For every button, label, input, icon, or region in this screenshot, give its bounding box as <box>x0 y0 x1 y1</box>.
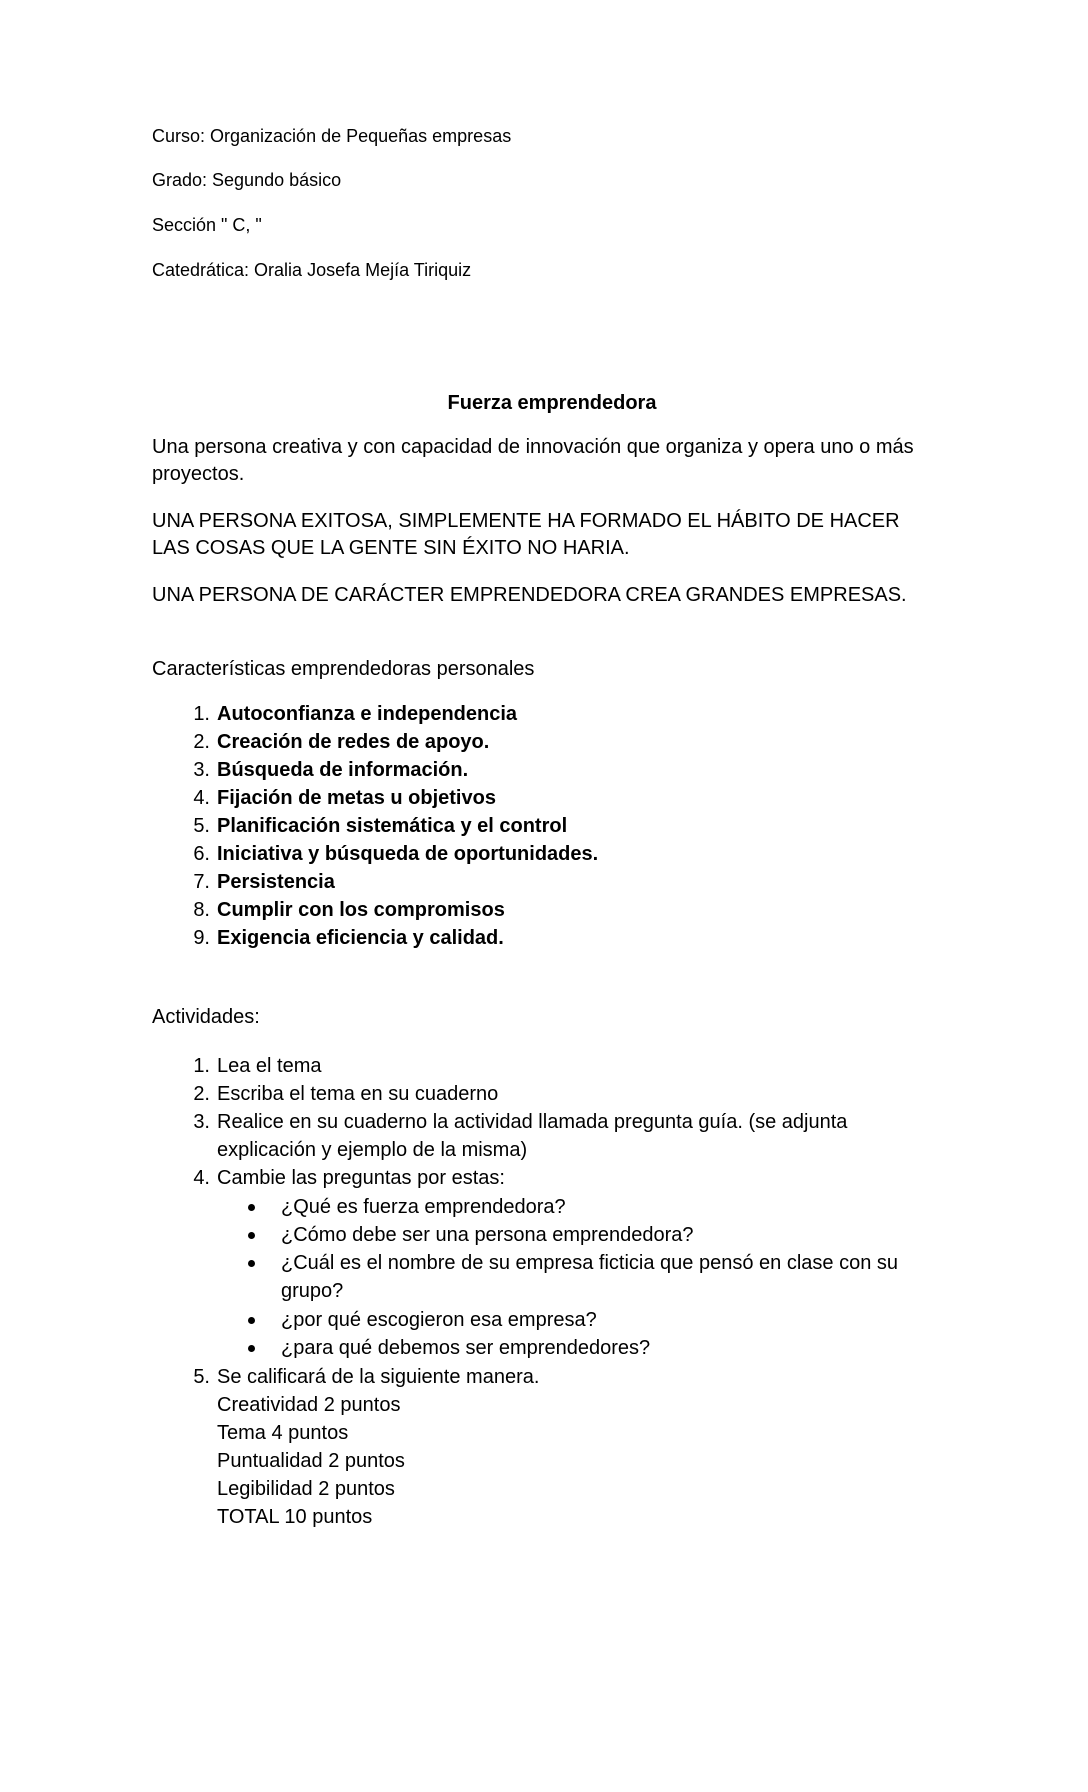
item-text: Planificación sistemática y el control <box>217 815 568 837</box>
definition-paragraph: Una persona creativa y con capacidad de innovación que organiza y opera uno o más proyectos. <box>152 436 914 485</box>
teacher-line: Catedrática: Oralia Josefa Mejía Tiriquiz <box>152 260 472 280</box>
item-text: Realice en su cuaderno la actividad llamada pregunta guía. (se adjunta explicación y ejemplo de la misma) <box>217 1111 848 1161</box>
item-number: 4. <box>193 787 210 809</box>
document-title: Fuerza emprendedora <box>447 392 657 414</box>
item-text: Cambie las preguntas por estas: <box>217 1167 505 1189</box>
item-text: Lea el tema <box>217 1055 322 1077</box>
question-text: ¿por qué escogieron esa empresa? <box>281 1309 597 1331</box>
characteristics-heading: Características emprendedoras personales <box>152 658 535 680</box>
item-number: 3. <box>193 1111 210 1133</box>
question-text: ¿para qué debemos ser emprendedores? <box>281 1337 651 1359</box>
item-number: 4. <box>193 1167 210 1189</box>
score-line: TOTAL 10 puntos <box>217 1506 373 1528</box>
item-text: Cumplir con los compromisos <box>217 899 505 921</box>
item-number: 9. <box>193 927 210 949</box>
item-text: Autoconfianza e independencia <box>217 703 518 725</box>
bullet-dot-icon <box>248 1232 255 1239</box>
item-text: Creación de redes de apoyo. <box>217 731 490 753</box>
score-line: Puntualidad 2 puntos <box>217 1450 405 1472</box>
score-line: Tema 4 puntos <box>217 1422 349 1444</box>
bullet-dot-icon <box>248 1317 255 1324</box>
item-number: 3. <box>193 759 210 781</box>
item-text: Escriba el tema en su cuaderno <box>217 1083 499 1105</box>
bullet-dot-icon <box>248 1260 255 1267</box>
item-number: 5. <box>193 815 210 837</box>
question-text: ¿Cómo debe ser una persona emprendedora? <box>281 1224 694 1246</box>
item-number: 1. <box>193 1055 210 1077</box>
item-text: Se calificará de la siguiente manera. <box>217 1366 540 1388</box>
item-number: 6. <box>193 843 210 865</box>
score-line: Legibilidad 2 puntos <box>217 1478 395 1500</box>
item-number: 1. <box>193 703 210 725</box>
bullet-dot-icon <box>248 1345 255 1352</box>
grade-line: Grado: Segundo básico <box>152 170 342 190</box>
success-paragraph: UNA PERSONA EXITOSA, SIMPLEMENTE HA FORMADO EL HÁBITO DE HACER LAS COSAS QUE LA GENTE SIN ÉXITO NO HARIA. <box>152 510 900 559</box>
item-number: 2. <box>193 731 210 753</box>
bullet-dot-icon <box>248 1204 255 1211</box>
item-text: Iniciativa y búsqueda de oportunidades. <box>217 843 599 865</box>
score-line: Creatividad 2 puntos <box>217 1394 401 1416</box>
item-text: Fijación de metas u objetivos <box>217 787 496 809</box>
item-number: 2. <box>193 1083 210 1105</box>
item-number: 5. <box>193 1366 210 1388</box>
item-number: 8. <box>193 899 210 921</box>
item-text: Exigencia eficiencia y calidad. <box>217 927 504 949</box>
item-number: 7. <box>193 871 210 893</box>
character-paragraph: UNA PERSONA DE CARÁCTER EMPRENDEDORA CREA GRANDES EMPRESAS. <box>152 584 907 606</box>
item-text: Búsqueda de información. <box>217 759 469 781</box>
activities-heading: Actividades: <box>152 1006 260 1028</box>
question-text: ¿Cuál es el nombre de su empresa ficticia que pensó en clase con su grupo? <box>281 1252 899 1302</box>
course-line: Curso: Organización de Pequeñas empresas <box>152 126 512 146</box>
question-text: ¿Qué es fuerza emprendedora? <box>281 1196 566 1218</box>
item-text: Persistencia <box>217 871 335 893</box>
section-line: Sección " C, " <box>152 215 262 235</box>
